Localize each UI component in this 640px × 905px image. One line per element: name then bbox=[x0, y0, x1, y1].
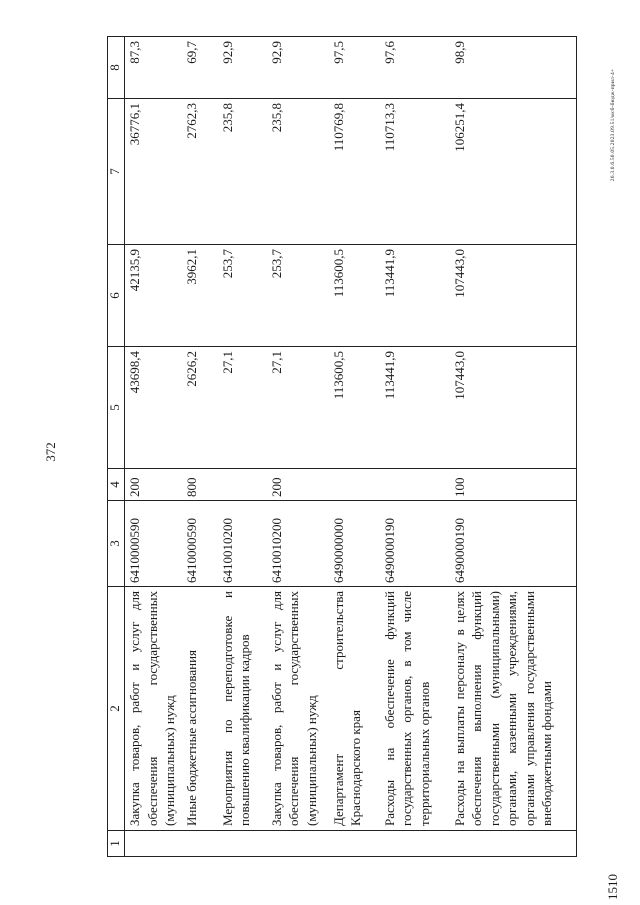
budget-table bbox=[107, 36, 577, 857]
col-header-6: 6 bbox=[108, 245, 125, 347]
value-col-7: 110769,8 bbox=[329, 99, 380, 245]
expense-type-code: 200 bbox=[267, 469, 329, 501]
expense-type-code: 200 bbox=[125, 469, 182, 501]
target-article-code: 6410000590 bbox=[125, 501, 182, 587]
value-col-8: 69,7 bbox=[182, 37, 218, 99]
target-article-code: 6490000190 bbox=[450, 501, 577, 587]
value-col-7: 110713,3 bbox=[380, 99, 450, 245]
expense-name: Расходы на обеспечение функций государственных органов, в том числе территориальных органов bbox=[380, 587, 450, 831]
value-col-5: 43698,4 bbox=[125, 347, 182, 469]
value-col-6: 253,7 bbox=[267, 245, 329, 347]
value-col-5: 113441,9 bbox=[380, 347, 450, 469]
value-col-5: 113600,5 bbox=[329, 347, 380, 469]
table-row bbox=[329, 37, 380, 857]
value-col-8: 92,9 bbox=[218, 37, 267, 99]
col-header-5: 5 bbox=[108, 347, 125, 469]
value-col-5: 27,1 bbox=[218, 347, 267, 469]
value-col-8: 98,9 bbox=[450, 37, 577, 99]
expense-type-code bbox=[329, 469, 380, 501]
col-header-4: 4 bbox=[108, 469, 125, 501]
table-header-row bbox=[108, 37, 125, 857]
table-row bbox=[380, 37, 450, 857]
col-header-7: 7 bbox=[108, 99, 125, 245]
row-index bbox=[182, 831, 218, 857]
value-col-7: 235,8 bbox=[267, 99, 329, 245]
col-header-8: 8 bbox=[108, 37, 125, 99]
value-col-6: 3962,1 bbox=[182, 245, 218, 347]
target-article-code: 6490000190 bbox=[380, 501, 450, 587]
expense-type-code: 100 bbox=[450, 469, 577, 501]
expense-type-code: 800 bbox=[182, 469, 218, 501]
col-header-3: 3 bbox=[108, 501, 125, 587]
budget-table-container bbox=[107, 37, 583, 857]
expense-type-code bbox=[218, 469, 267, 501]
target-article-code: 6410010200 bbox=[218, 501, 267, 587]
target-article-code: 6410010200 bbox=[267, 501, 329, 587]
value-col-6: 113441,9 bbox=[380, 245, 450, 347]
table-row bbox=[218, 37, 267, 857]
target-article-code: 6410000590 bbox=[182, 501, 218, 587]
expense-type-code bbox=[380, 469, 450, 501]
expense-name: Расходы на выплаты персоналу в целях обеспечения выполнения функций государственными (муниципальными) органами, казенными учреждениями, органами управления государственными внебюджетными фондами bbox=[450, 587, 577, 831]
value-col-6: 113600,5 bbox=[329, 245, 380, 347]
row-index bbox=[267, 831, 329, 857]
value-col-6: 107443,0 bbox=[450, 245, 577, 347]
row-index bbox=[380, 831, 450, 857]
expense-name: Департамент строительства Краснодарского края bbox=[329, 587, 380, 831]
value-col-7: 235,8 bbox=[218, 99, 267, 245]
value-col-5: 107443,0 bbox=[450, 347, 577, 469]
target-article-code: 6490000000 bbox=[329, 501, 380, 587]
col-header-1: 1 bbox=[108, 831, 125, 857]
document-number: 1510 bbox=[605, 874, 620, 900]
value-col-8: 87,3 bbox=[125, 37, 182, 99]
value-col-5: 2626,2 bbox=[182, 347, 218, 469]
document-stamp: 26.3.0.6.50.05.2023.09.51/мсб-бюдж-прил-4+ bbox=[610, 68, 616, 182]
table-row bbox=[267, 37, 329, 857]
value-col-8: 97,5 bbox=[329, 37, 380, 99]
table-row bbox=[182, 37, 218, 857]
table-row bbox=[450, 37, 577, 857]
value-col-7: 36776,1 bbox=[125, 99, 182, 245]
value-col-6: 42135,9 bbox=[125, 245, 182, 347]
row-index bbox=[125, 831, 182, 857]
page-number: 372 bbox=[43, 442, 58, 462]
value-col-7: 106251,4 bbox=[450, 99, 577, 245]
row-index bbox=[329, 831, 380, 857]
expense-name: Иные бюджетные ассигнования bbox=[182, 587, 218, 831]
value-col-6: 253,7 bbox=[218, 245, 267, 347]
value-col-7: 2762,3 bbox=[182, 99, 218, 245]
value-col-5: 27,1 bbox=[267, 347, 329, 469]
value-col-8: 97,6 bbox=[380, 37, 450, 99]
row-index bbox=[218, 831, 267, 857]
value-col-8: 92,9 bbox=[267, 37, 329, 99]
row-index bbox=[450, 831, 577, 857]
expense-name: Мероприятия по переподготовке и повышению квалификации кадров bbox=[218, 587, 267, 831]
expense-name: Закупка товаров, работ и услуг для обеспечения государственных (муниципальных) нужд bbox=[125, 587, 182, 831]
table-row bbox=[125, 37, 182, 857]
col-header-2: 2 bbox=[108, 587, 125, 831]
expense-name: Закупка товаров, работ и услуг для обеспечения государственных (муниципальных) нужд bbox=[267, 587, 329, 831]
